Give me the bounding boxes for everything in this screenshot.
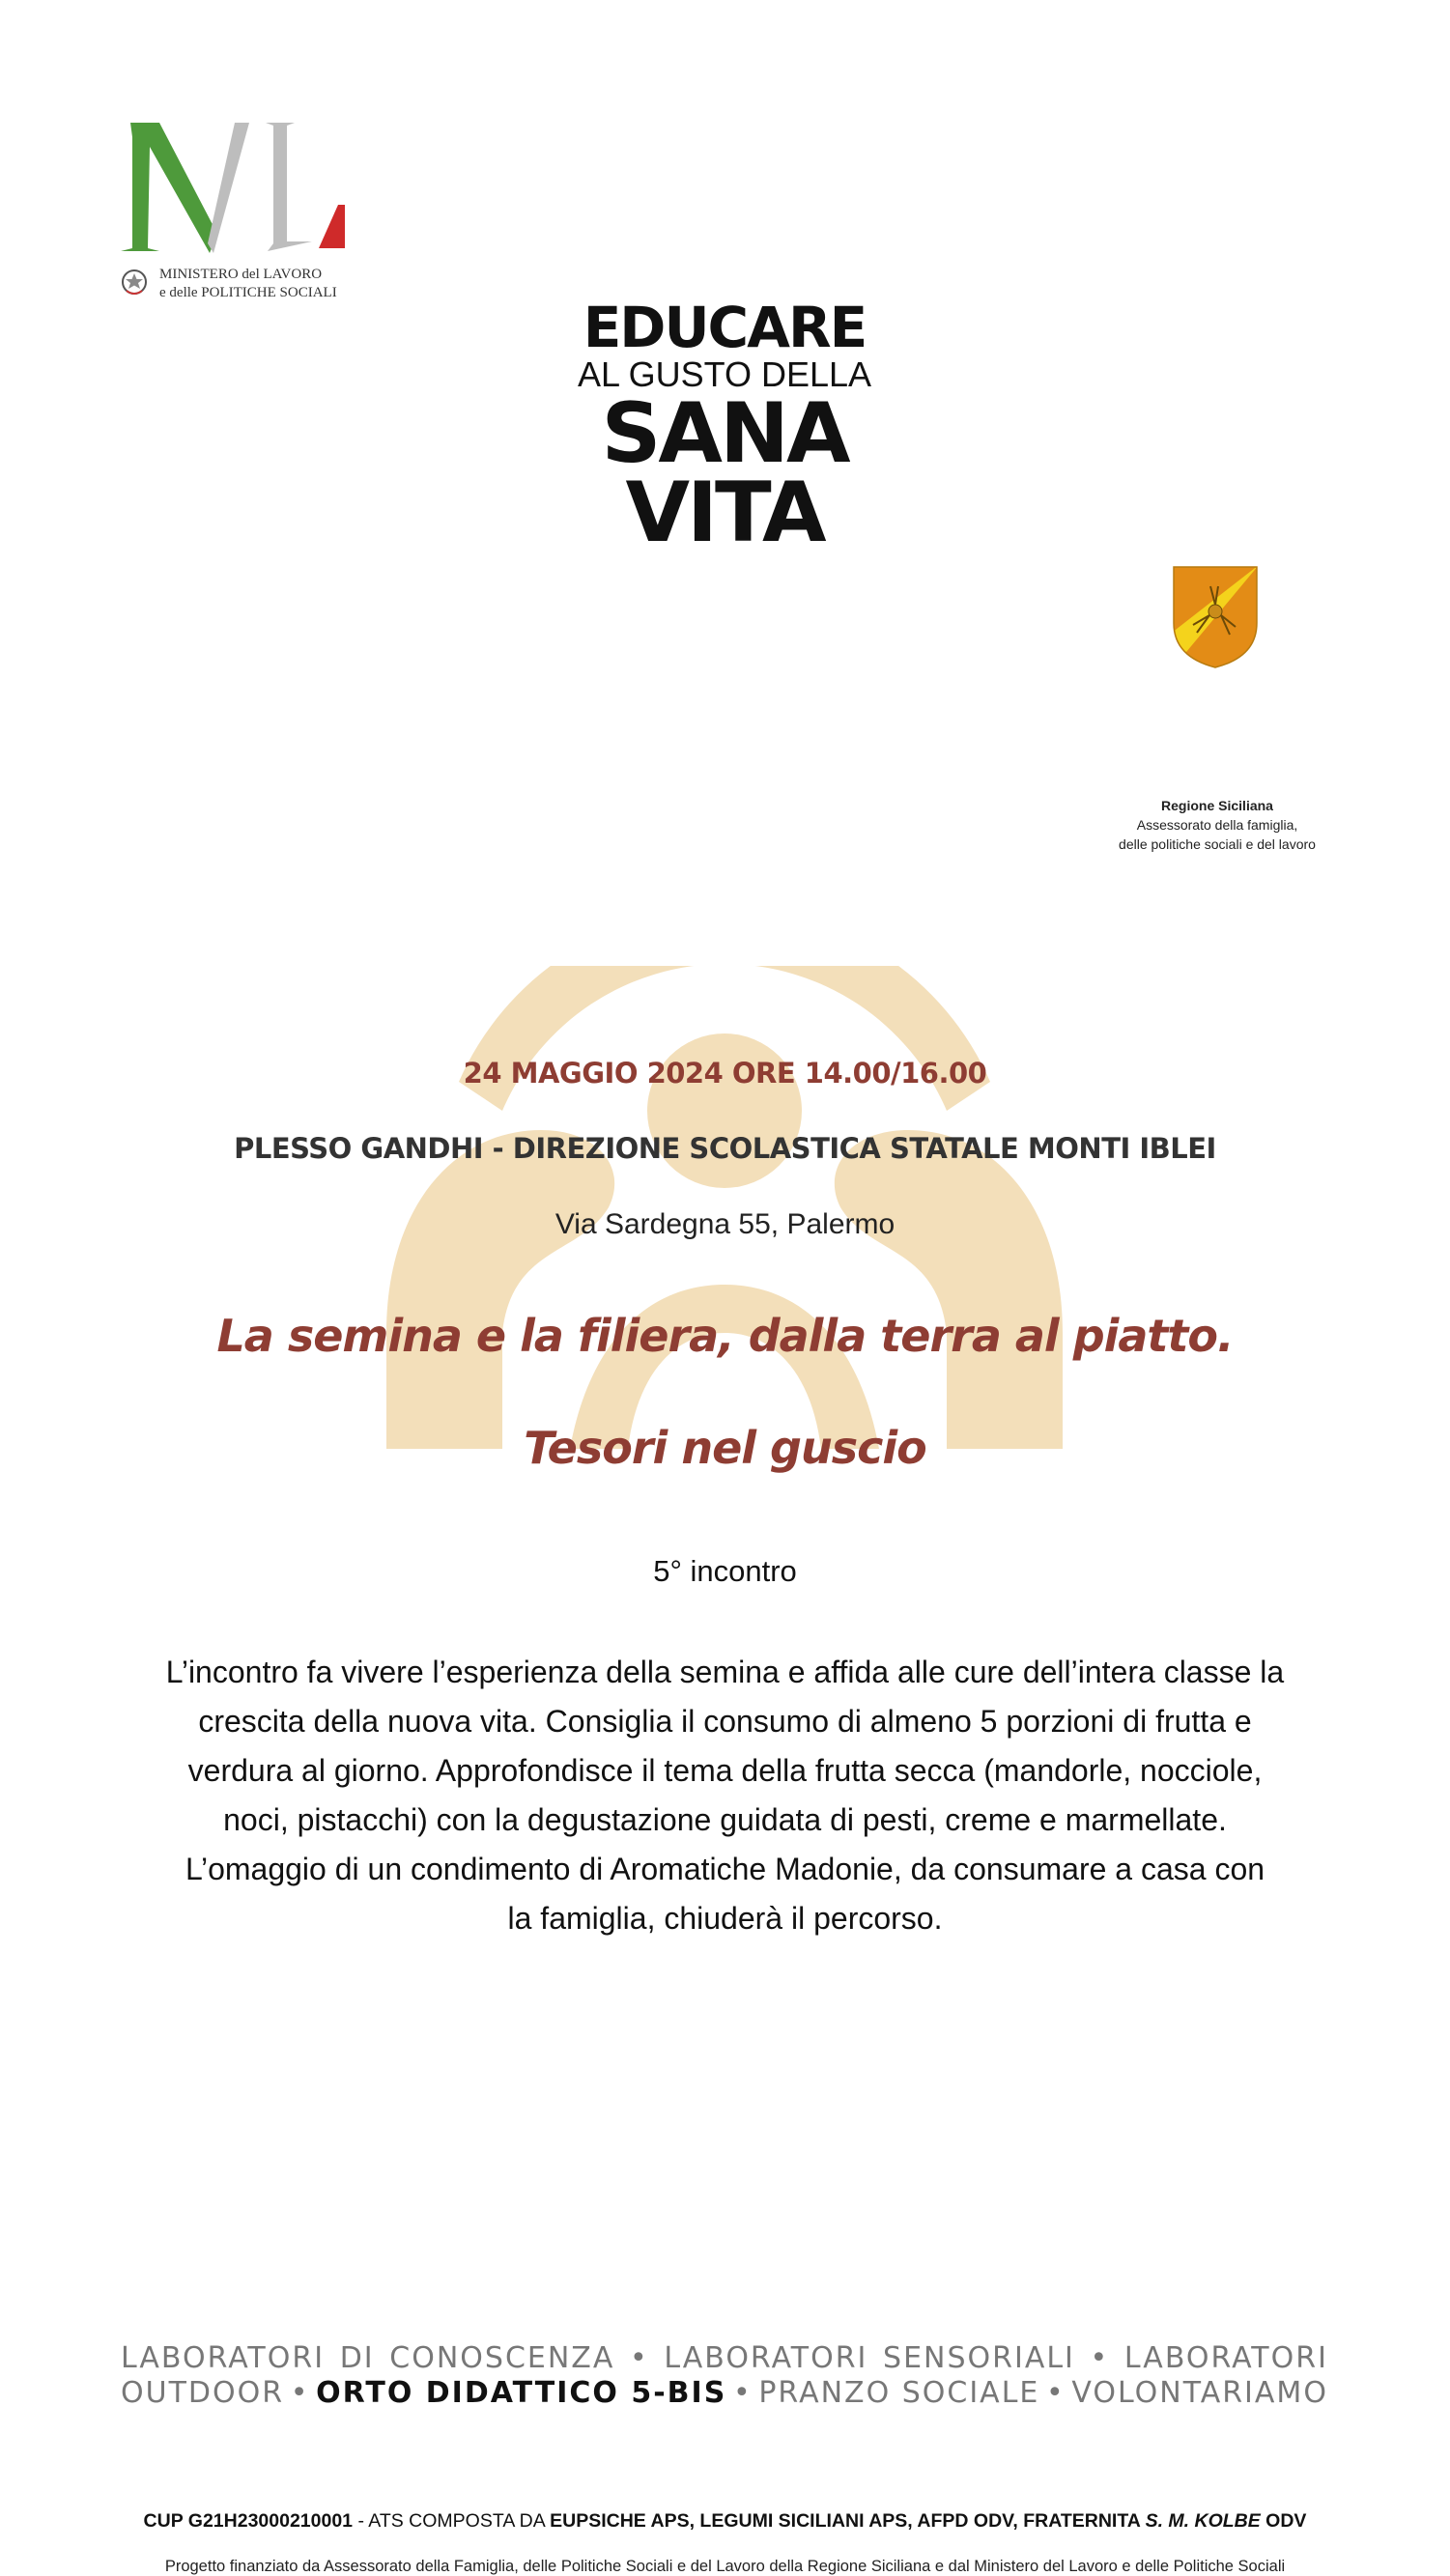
description-line: crescita della nuova vita. Consiglia il consumo di almeno 5 porzioni di frutta e bbox=[198, 1704, 1252, 1739]
description-line: verdura al giorno. Approfondisce il tema della frutta secca (mandorle, nocciole, bbox=[187, 1753, 1263, 1788]
trinacria-shield-icon bbox=[1172, 565, 1259, 669]
workshop-word: SENSORIALI bbox=[883, 2341, 1075, 2375]
event-address: Via Sardegna 55, Palermo bbox=[554, 1208, 896, 1240]
event-description bbox=[106, 1648, 1344, 1943]
title-line-al-gusto: AL GUSTO DELLA bbox=[577, 354, 872, 394]
watermark-logo bbox=[367, 966, 1082, 1449]
workshop-highlight: ORTO DIDATTICO 5-BIS bbox=[316, 2376, 727, 2410]
title-line-vita: VITA bbox=[625, 465, 824, 561]
partner-suffix: ODV bbox=[1260, 2510, 1307, 2532]
region-caption bbox=[1082, 796, 1352, 854]
region-department-line2: delle politiche sociali e del lavoro bbox=[1119, 836, 1316, 852]
republic-emblem-icon bbox=[121, 268, 148, 297]
description-line: noci, pistacchi) con la degustazione guidata di pesti, creme e marmellate. bbox=[223, 1802, 1227, 1837]
workshop-separator: • bbox=[630, 2341, 649, 2375]
event-date: 24 MAGGIO 2024 ORE 14.00/16.00 bbox=[463, 1057, 987, 1090]
description-line: L’incontro fa vivere l’esperienza della semina e affida alle cure dell’intera classe la bbox=[165, 1655, 1285, 1689]
title-line-sana: SANA bbox=[601, 385, 848, 482]
partners-list: EUPSICHE APS, LEGUMI SICILIANI APS, AFPD ODV, FRATERNITA bbox=[550, 2510, 1146, 2532]
description-line: la famiglia, chiuderà il percorso. bbox=[507, 1901, 943, 1936]
session-number: 5° incontro bbox=[653, 1554, 797, 1588]
ministry-name-line1: MINISTERO del LAVORO bbox=[159, 267, 323, 282]
workshop-word: VOLONTARIAMO bbox=[1071, 2376, 1328, 2410]
event-headline-line2: Tesori nel guscio bbox=[524, 1422, 926, 1474]
workshop-separator: • bbox=[290, 2376, 310, 2410]
project-credits bbox=[0, 2510, 1450, 2533]
event-venue: PLESSO GANDHI - DIREZIONE SCOLASTICA STATALE MONTI IBLEI bbox=[234, 1132, 1216, 1165]
region-department-line1: Assessorato della famiglia, bbox=[1136, 817, 1298, 833]
workshop-word: LABORATORI bbox=[1123, 2341, 1328, 2375]
workshop-separator: • bbox=[1090, 2341, 1110, 2375]
ats-label: - ATS COMPOSTA DA bbox=[353, 2510, 551, 2532]
cup-code: CUP G21H23000210001 bbox=[143, 2510, 354, 2532]
workshop-word: DI bbox=[339, 2341, 375, 2375]
workshop-list bbox=[121, 2341, 1328, 2411]
event-headline-line1: La semina e la filiera, dalla terra al piatto. bbox=[216, 1310, 1234, 1362]
workshop-word: OUTDOOR bbox=[121, 2376, 285, 2410]
partner-italic: S. M. KOLBE bbox=[1145, 2510, 1261, 2532]
description-line: L’omaggio di un condimento di Aromatiche Madonie, da consumare a casa con bbox=[185, 1852, 1265, 1886]
workshop-word: LABORATORI bbox=[121, 2341, 326, 2375]
region-name: Regione Siciliana bbox=[1161, 798, 1273, 813]
workshop-row-2 bbox=[121, 2376, 1328, 2411]
workshop-word: PRANZO SOCIALE bbox=[758, 2376, 1040, 2410]
funding-statement: Progetto finanziato da Assessorato della Famiglia, delle Politiche Sociali e del Lavoro della Regione Siciliana e dal Ministero del Lavoro e delle Politiche Sociali bbox=[164, 2558, 1286, 2575]
ml-monogram-icon bbox=[121, 118, 353, 258]
event-title-logo bbox=[541, 295, 908, 561]
title-line-educare: EDUCARE bbox=[583, 295, 867, 360]
ministry-name-line2: e delle POLITICHE SOCIALI bbox=[159, 285, 337, 300]
workshop-word: LABORATORI bbox=[664, 2341, 868, 2375]
workshop-row-1 bbox=[121, 2341, 1328, 2376]
workshop-word: CONOSCENZA bbox=[389, 2341, 615, 2375]
ministry-logo bbox=[121, 118, 353, 301]
workshop-separator: • bbox=[1046, 2376, 1066, 2410]
workshop-separator: • bbox=[732, 2376, 753, 2410]
